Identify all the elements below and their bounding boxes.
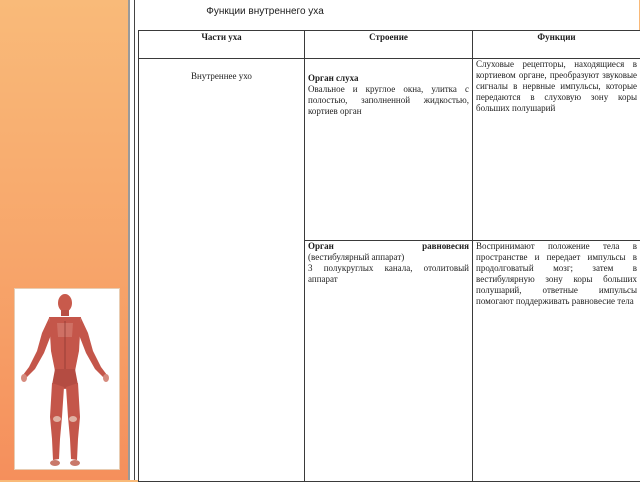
table-row: [139, 59, 640, 241]
function-text: Слуховые рецепторы, находящиеся в кортиевом органе, преобразуют звуковые сигналы в нервные импульсы, которые передаются в слуховую зону коры больших полушарий: [476, 59, 637, 114]
function-cell: [473, 59, 640, 241]
human-muscle-figure-icon: [15, 289, 119, 469]
header-structure: Строение: [305, 31, 473, 59]
function-cell: [473, 241, 640, 482]
part-name: Внутреннее ухо: [142, 59, 301, 82]
function-text: Воспринимают положение тела в пространстве и передает импульсы в продолговатый мозг; затем в вестибулярную зону коры больших полушарий, ответные импульсы помогают поддерживать равновесие тела: [476, 241, 637, 307]
header-functions: Функции: [473, 31, 640, 59]
muscle-figure-image: [14, 288, 120, 470]
organ-description: 3 полукруглых канала, отолитовый аппарат: [308, 263, 469, 285]
part-cell: [139, 59, 305, 482]
organ-title-word: равновесия: [422, 241, 469, 252]
document-title: Функции внутреннего уха: [130, 6, 400, 17]
document-page: [128, 0, 639, 480]
header-parts: Части уха: [139, 31, 305, 59]
organ-title: [308, 241, 469, 252]
organ-subtitle: (вестибулярный аппарат): [308, 252, 469, 263]
organ-title: Орган слуха: [308, 73, 469, 84]
organ-title-word: Орган: [308, 241, 334, 252]
structure-cell: [305, 59, 473, 241]
organ-description: Овальное и круглое окна, улитка с полостью, заполненной жидкостью, кортиев орган: [308, 84, 469, 117]
ear-functions-table: [138, 30, 640, 482]
table-header-row: [139, 31, 640, 59]
structure-cell: [305, 241, 473, 482]
